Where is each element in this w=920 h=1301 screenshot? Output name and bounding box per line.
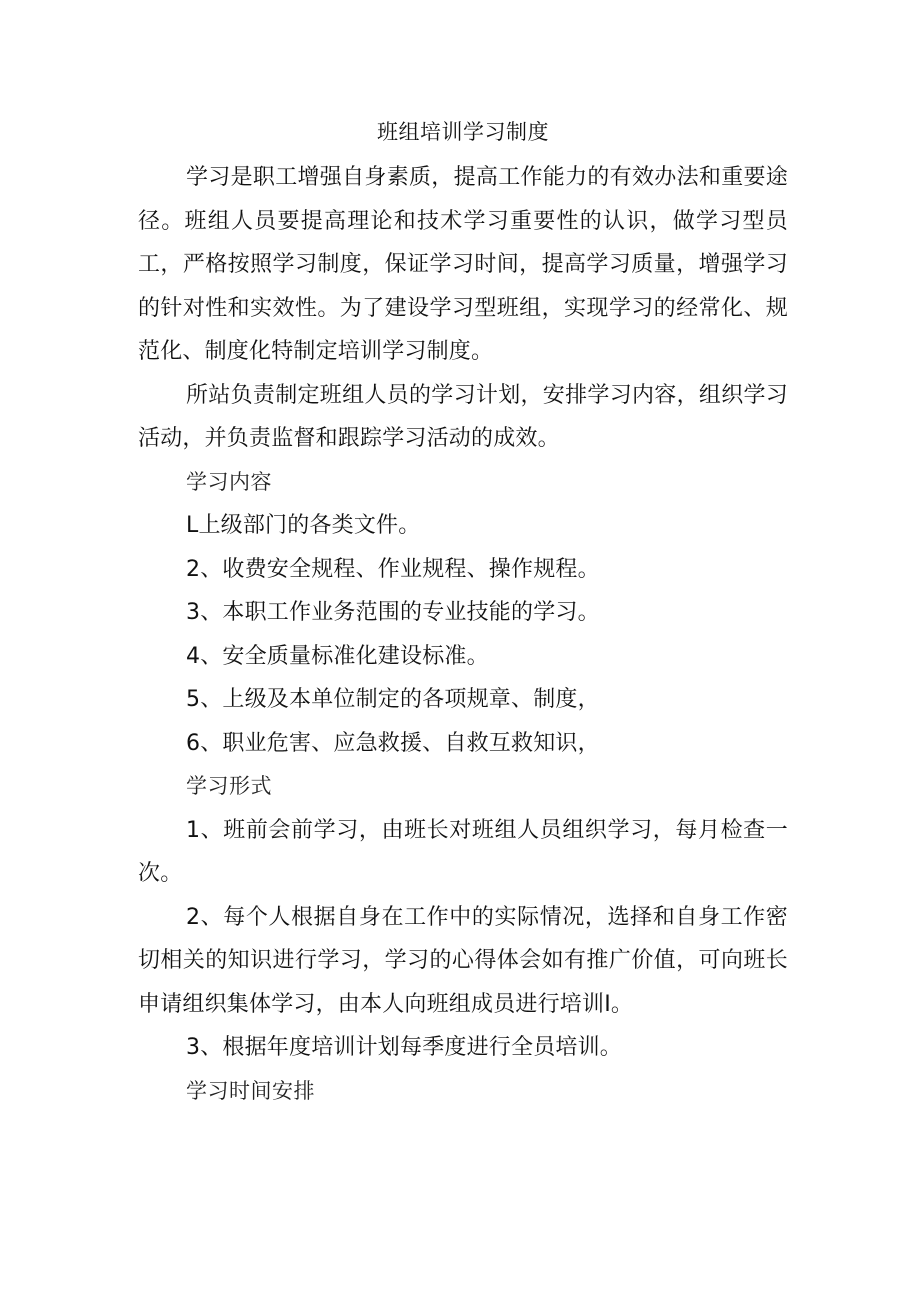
intro-paragraph-2: 所站负责制定班组人员的学习计划，安排学习内容，组织学习活动，并负责监督和跟踪学习活动的成效。 xyxy=(138,382,788,451)
form-item-3: 3、根据年度培训计划每季度进行全员培训。 xyxy=(186,1035,622,1060)
intro-paragraph-1: 学习是职工增强自身素质，提高工作能力的有效办法和重要途径。班组人员要提高理论和技术学习重要性的认识，做学习型员工，严格按照学习制度，保证学习时间，提高学习质量，增强学习的针对性和实效性。为了建设学习型班组，实现学习的经常化、规范化、制度化特制定培训学习制度。 xyxy=(138,165,788,364)
content-item-5: 5、上级及本单位制定的各项规章、制度， xyxy=(186,687,600,712)
document-page xyxy=(138,112,788,1113)
content-item-2: 2、收费安全规程、作业规程、操作规程。 xyxy=(186,556,600,582)
content-item-6: 6、职业危害、应急救援、自救互救知识， xyxy=(186,730,600,756)
section-heading-form: 学习形式 xyxy=(186,774,272,798)
document-title: 班组培训学习制度 xyxy=(377,120,549,144)
form-item-2: 2、每个人根据自身在工作中的实际情况，选择和自身工作密切相关的知识进行学习，学习的心得体会如有推广价值，可向班长申请组织集体学习，由本人向班组成员进行培训I。 xyxy=(138,904,788,1017)
content-item-1: L上级部门的各类文件。 xyxy=(186,513,421,538)
section-heading-schedule: 学习时间安排 xyxy=(186,1078,315,1103)
content-item-3: 3、本职工作业务范围的专业技能的学习。 xyxy=(186,600,600,625)
form-item-1: 1、班前会前学习，由班长对班组人员组织学习，每月检查一次。 xyxy=(138,817,788,886)
content-item-4: 4、安全质量标准化建设标准。 xyxy=(186,643,489,669)
section-heading-content: 学习内容 xyxy=(186,469,272,494)
